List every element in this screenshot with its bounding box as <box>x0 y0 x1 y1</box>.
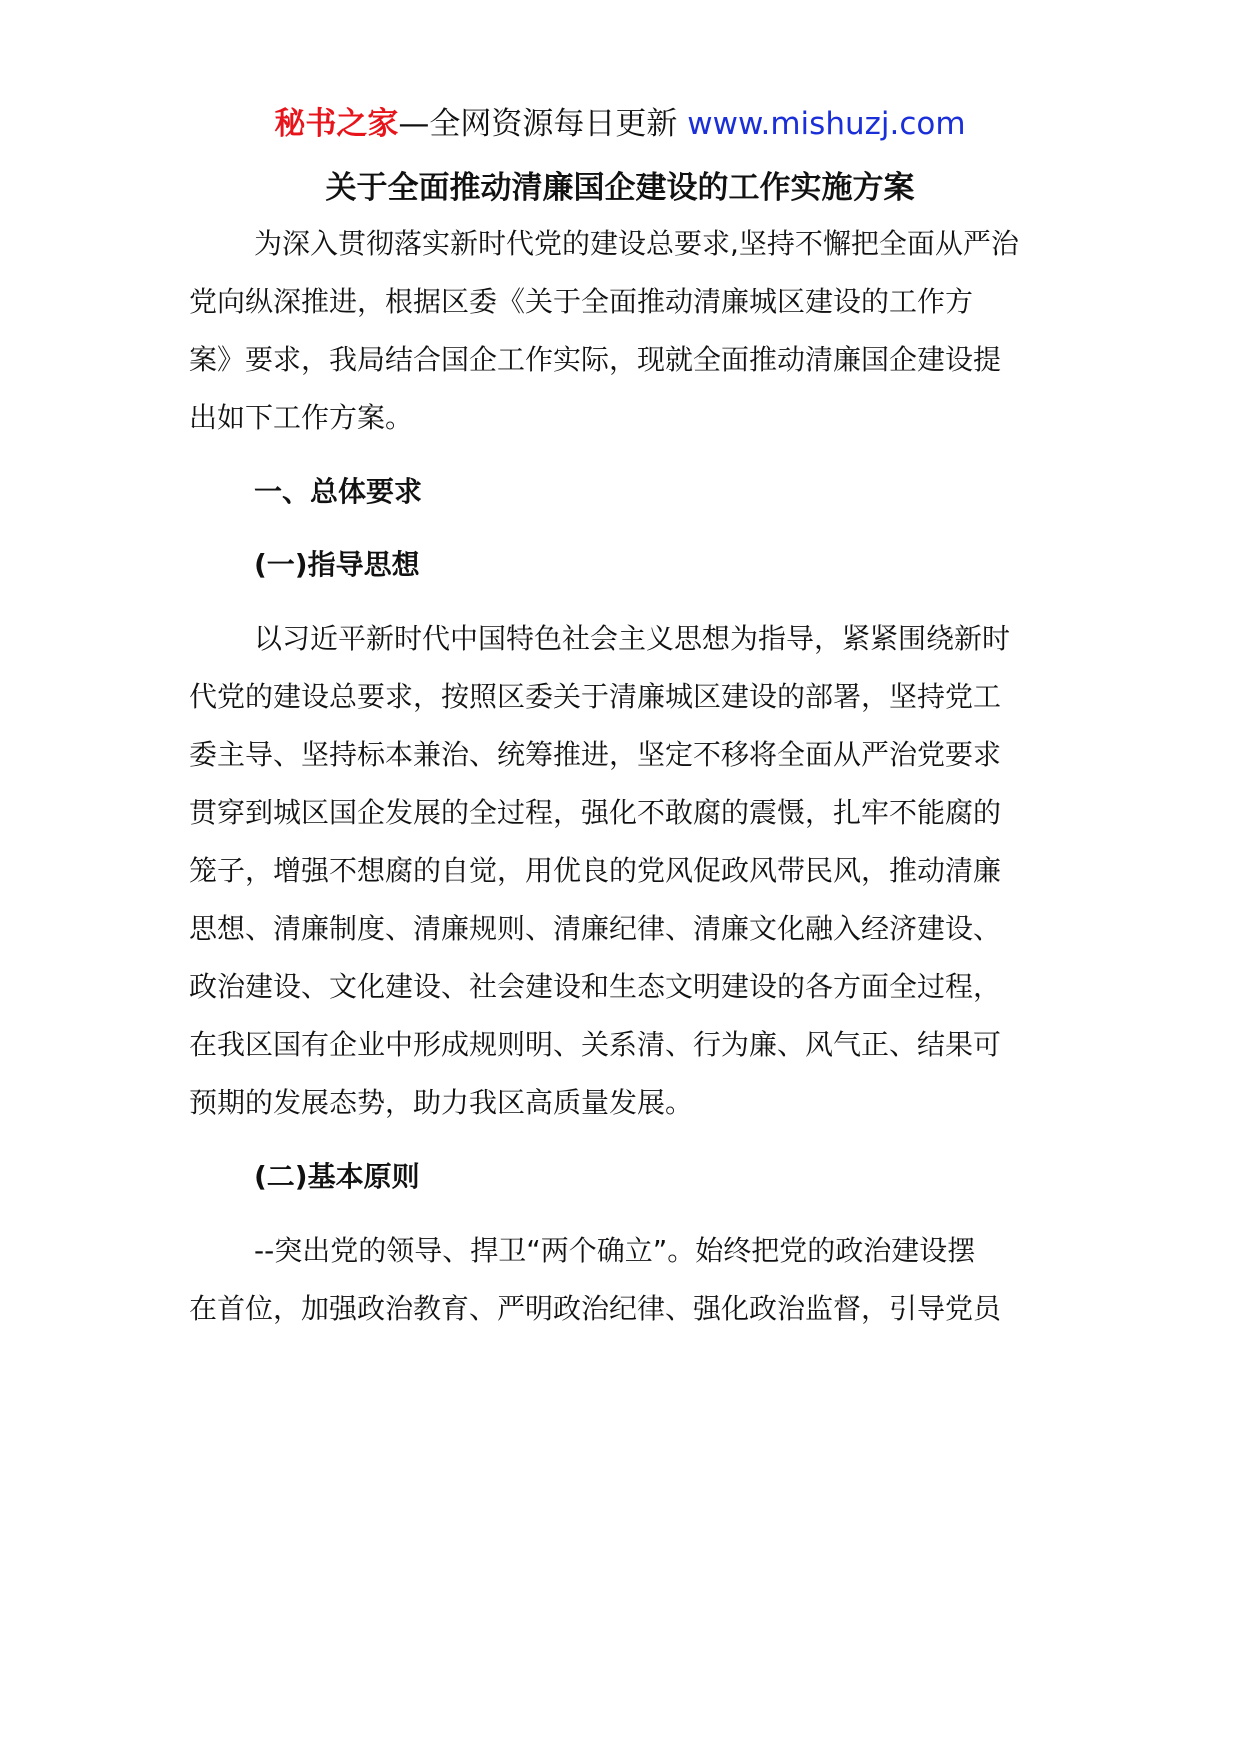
paragraph-line: 笼子，增强不想腐的自觉，用优良的党风促政风带民风，推动清廉 <box>189 854 1002 887</box>
paragraph-line: 思想、清廉制度、清廉规则、清廉纪律、清廉文化融入经济建设、 <box>189 912 1002 945</box>
brand-name: 秘书之家 <box>274 106 399 142</box>
paragraph-line: 委主导、坚持标本兼治、统筹推进，坚定不移将全面从严治党要求 <box>189 738 1002 771</box>
paragraph-line: 贯穿到城区国企发展的全过程，强化不敢腐的震慑，扎牢不能腐的 <box>189 796 1002 829</box>
paragraph-line: 为深入贯彻落实新时代党的建设总要求,坚持不懈把全面从严治 <box>254 227 1019 260</box>
paragraph-line: 党向纵深推进，根据区委《关于全面推动清廉城区建设的工作方 <box>189 285 974 318</box>
paragraph-line: 预期的发展态势，助力我区高质量发展。 <box>189 1086 694 1119</box>
paragraph-line: 在首位，加强政治教育、严明政治纪律、强化政治监督，引导党员 <box>189 1292 1002 1325</box>
paragraph-line: 案》要求，我局结合国企工作实际，现就全面推动清廉国企建设提 <box>189 343 1002 376</box>
paragraph-line: 政治建设、文化建设、社会建设和生态文明建设的各方面全过程， <box>189 970 1002 1003</box>
site-header <box>0 102 1240 146</box>
header-tagline: —全网资源每日更新 <box>398 106 688 142</box>
paragraph-line: 以习近平新时代中国特色社会主义思想为指导，紧紧围绕新时 <box>254 622 1011 655</box>
subsection-heading: (二)基本原则 <box>254 1160 420 1193</box>
paragraph-line: --突出党的领导、捍卫“两个确立”。始终把党的政治建设摆 <box>254 1234 976 1267</box>
document-title: 关于全面推动清廉国企建设的工作实施方案 <box>325 170 915 206</box>
paragraph-line: 出如下工作方案。 <box>189 401 414 434</box>
paragraph-line: 在我区国有企业中形成规则明、关系清、行为廉、风气正、结果可 <box>189 1028 1002 1061</box>
site-url-link[interactable]: www.mishuzj.com <box>687 106 966 142</box>
paragraph-line: 代党的建设总要求，按照区委关于清廉城区建设的部署，坚持党工 <box>189 680 1002 713</box>
section-heading: 一、总体要求 <box>254 475 423 508</box>
subsection-heading: (一)指导思想 <box>254 548 420 581</box>
